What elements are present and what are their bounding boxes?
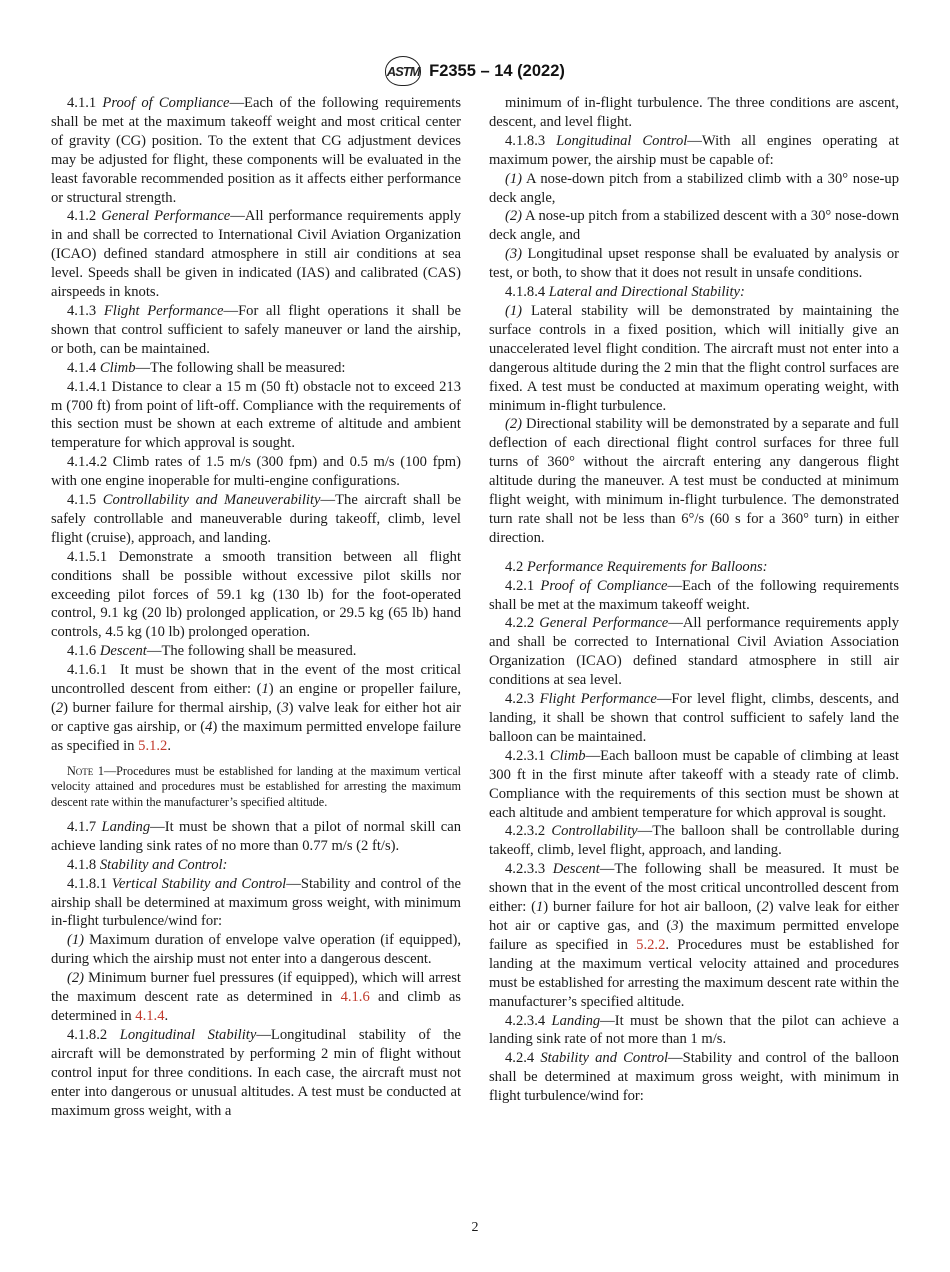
paragraph: 4.1.8 Stability and Control:: [67, 856, 228, 873]
page-number: 2: [471, 1220, 479, 1235]
right-paragraphs-3: [489, 1012, 899, 1107]
paragraph: 4.1.7 Landing—It must be shown that a pilot of normal skill can achieve landing sink rates of no more than 0.77 m/s (2 ft/s).: [51, 818, 461, 854]
left-paragraphs-2: [51, 818, 461, 969]
paragraph: 4.2.3.4 Landing—It must be shown that the pilot can achieve a landing sink rate of not more than 1 m/s.: [489, 1012, 899, 1048]
left-paragraphs-3: [51, 1026, 461, 1121]
note-1: Note 1—Procedures must be established for landing at the maximum vertical velocity attained and procedures must be established for arresting the maximum descent rate within the manufacturer’s specified altitude.: [51, 763, 462, 809]
standard-designation: F2355 – 14 (2022): [429, 61, 565, 80]
left-column: [51, 94, 461, 1120]
paragraph: 4.1.8.3 Longitudinal Control—With all engines operating at maximum power, the airship must be capable of:: [489, 132, 900, 168]
paragraph-4-1-6-1: 4.1.6.1 It must be shown that in the event of the most critical uncontrolled descent from either: (1) an engine or propeller failure, (2) burner failure for thermal airship, (3) valve leak for either hot air or captive gas airship, or (4) the maximum permitted envelope failure as specified in 5.1.2.: [51, 662, 462, 754]
paragraph: (1) A nose-down pitch from a stabilized climb with a 30° nose-up deck angle,: [489, 170, 900, 206]
paragraph: (1) Lateral stability will be demonstrated by maintaining the surface controls in a fixed position, which will initially give an unaccelerated level flight condition. The aircraft must not enter into a dangerous altitude during the 2 min that the flight control surfaces are fixed. A test must be conducted at maximum operating weight, with minimum in-flight turbulence.: [489, 302, 899, 414]
paragraph-4-1-8-1-2: (2) Minimum burner fuel pressures (if equipped), which will arrest the maximum descent rate as determined in 4.1.6 and climb as determined in 4.1.4.: [51, 970, 461, 1024]
paragraph: 4.1.4 Climb—The following shall be measured:: [67, 359, 346, 376]
paragraph: 4.1.5.1 Demonstrate a smooth transition between all flight conditions shall be possible without excessive pilot skills nor exceeding pilot forces of 59.1 kg (130 lb) for the foot-operated control, 9.1 kg (20 lb) prolonged application, or 29.5 kg (65 lb) hand controls, 4.5 kg (10 lb) prolonged operation.: [51, 548, 462, 641]
right-paragraphs: [489, 94, 899, 548]
paragraph: 4.1.4.1 Distance to clear a 15 m (50 ft) obstacle not to exceed 213 m (700 ft) from point of lift-off. Compliance with the requirements of this section must be shown at each extreme of altitude and ambient temperature for which approval is sought.: [51, 378, 461, 452]
paragraph: (2) Directional stability will be demonstrated by a separate and full deflection of each directional flight control surfaces for three full turns of 360° without the aircraft entering any dangerous flight altitude during the maneuver. A test must be conducted at minimum flight weight, with minimum in-flight turbulence. The demonstrated turn rate shall not be less than 6°/s (60 s for a 360° turn) in either direction.: [489, 416, 899, 546]
paragraph: 4.2.3 Flight Performance—For level flight, climbs, descents, and landing, it shall be shown that control sufficient to safely land the balloon can be maintained.: [489, 691, 899, 745]
paragraph: 4.2 Performance Requirements for Balloons:: [505, 558, 768, 575]
paragraph: 4.1.5 Controllability and Maneuverability—The aircraft shall be safely controllable and maneuverable during takeoff, climb, level flight (cruise), approach, and landing.: [51, 492, 462, 546]
paragraph-4-2-3-3: 4.2.3.3 Descent—The following shall be measured. It must be shown that in the event of the most critical uncontrolled descent from either: (1) burner failure for hot air balloon, (2) valve leak for either hot air or captive gas, and (3) the maximum permitted envelope failure as specified in 5.2.2. Procedures must be established for landing at the maximum vertical velocity attained and procedures must be established for arresting the maximum descent rate within the manufacturer’s specified altitude.: [489, 861, 899, 1010]
paragraph: 4.1.6 Descent—The following shall be measured.: [67, 643, 357, 660]
paragraph: 4.1.4.2 Climb rates of 1.5 m/s (300 fpm) and 0.5 m/s (100 fpm) with one engine inoperable for multi-engine configurations.: [51, 454, 461, 490]
ref-4-1-4[interactable]: 4.1.4: [135, 1008, 165, 1024]
paragraph: 4.1.8.4 Lateral and Directional Stability:: [505, 284, 745, 301]
paragraph: 4.1.2 General Performance—All performance requirements apply in and shall be corrected to International Civil Aviation Organization (ICAO) defined standard atmosphere in still air conditions at sea level. Speeds shall be given in indicated (IAS) and calibrated (CAS) airspeeds in knots.: [51, 208, 461, 301]
paragraph: 4.2.3.1 Climb—Each balloon must be capable of climbing at least 300 ft in the first minute after takeoff with a steady rate of climb. Compliance with the requirements of this section must be shown at each altitude and ambient temperature for which approval is sought.: [489, 747, 899, 821]
paragraph: 4.2.3.2 Controllability—The balloon shall be controllable during takeoff, climb, level flight, approach, and landing.: [489, 823, 900, 859]
paragraph: 4.1.3 Flight Performance—For all flight operations it shall be shown that control sufficient to safely maneuver or land the airship, or both, can be maintained.: [51, 302, 461, 357]
paragraph: (2) A nose-up pitch from a stabilized descent with a 30° nose-down deck angle, and: [489, 208, 900, 244]
paragraph: 4.2.1 Proof of Compliance—Each of the following requirements shall be met at the maximum takeoff weight.: [489, 577, 900, 613]
paragraph: 4.2.2 General Performance—All performance requirements apply and shall be corrected to International Civil Aviation Association Organization (ICAO) defined standard atmosphere in still air conditions at sea level.: [489, 615, 899, 689]
paragraph: (1) Maximum duration of envelope valve operation (if equipped), during which the airship must not enter into a dangerous descent.: [51, 932, 461, 968]
paragraph: 4.2.4 Stability and Control—Stability and control of the balloon shall be determined at maximum gross weight, with minimum in flight turbulence/wind for:: [489, 1050, 900, 1105]
left-paragraphs: [51, 94, 461, 661]
page-header: [0, 56, 950, 86]
ref-5-1-2[interactable]: 5.1.2: [138, 737, 168, 754]
paragraph: 4.1.8.1 Vertical Stability and Control—Stability and control of the airship shall be determined at maximum gross weight, with minimum in-flight turbulence/wind for:: [51, 875, 461, 930]
paragraph: minimum of in-flight turbulence. The three conditions are ascent, descent, and level flight.: [489, 95, 899, 130]
ref-4-1-6[interactable]: 4.1.6: [340, 989, 370, 1006]
right-column: [489, 94, 899, 1106]
paragraph: 4.1.8.2 Longitudinal Stability—Longitudinal stability of the aircraft will be demonstrated by performing 2 min of flight without control input for three conditions. In each case, the aircraft must not enter into dangerous or unusual altitudes. A test must be conducted at maximum gross weight, with a: [51, 1026, 461, 1119]
right-paragraphs-2: [489, 558, 899, 861]
paragraph: (3) Longitudinal upset response shall be evaluated by analysis or test, or both, to show that it does not result in unsafe conditions.: [489, 246, 899, 282]
ref-5-2-2[interactable]: 5.2.2: [636, 936, 666, 953]
astm-logo: ASTM: [385, 56, 421, 86]
paragraph: 4.1.1 Proof of Compliance—Each of the following requirements shall be met at the maximum takeoff weight and most critical center of gravity (CG) position. To the extent that CG adjustment devices may be adjusted for flight, these components will be evaluated in the least favorable recommended position as it affects either performance or structural strength.: [51, 95, 462, 206]
